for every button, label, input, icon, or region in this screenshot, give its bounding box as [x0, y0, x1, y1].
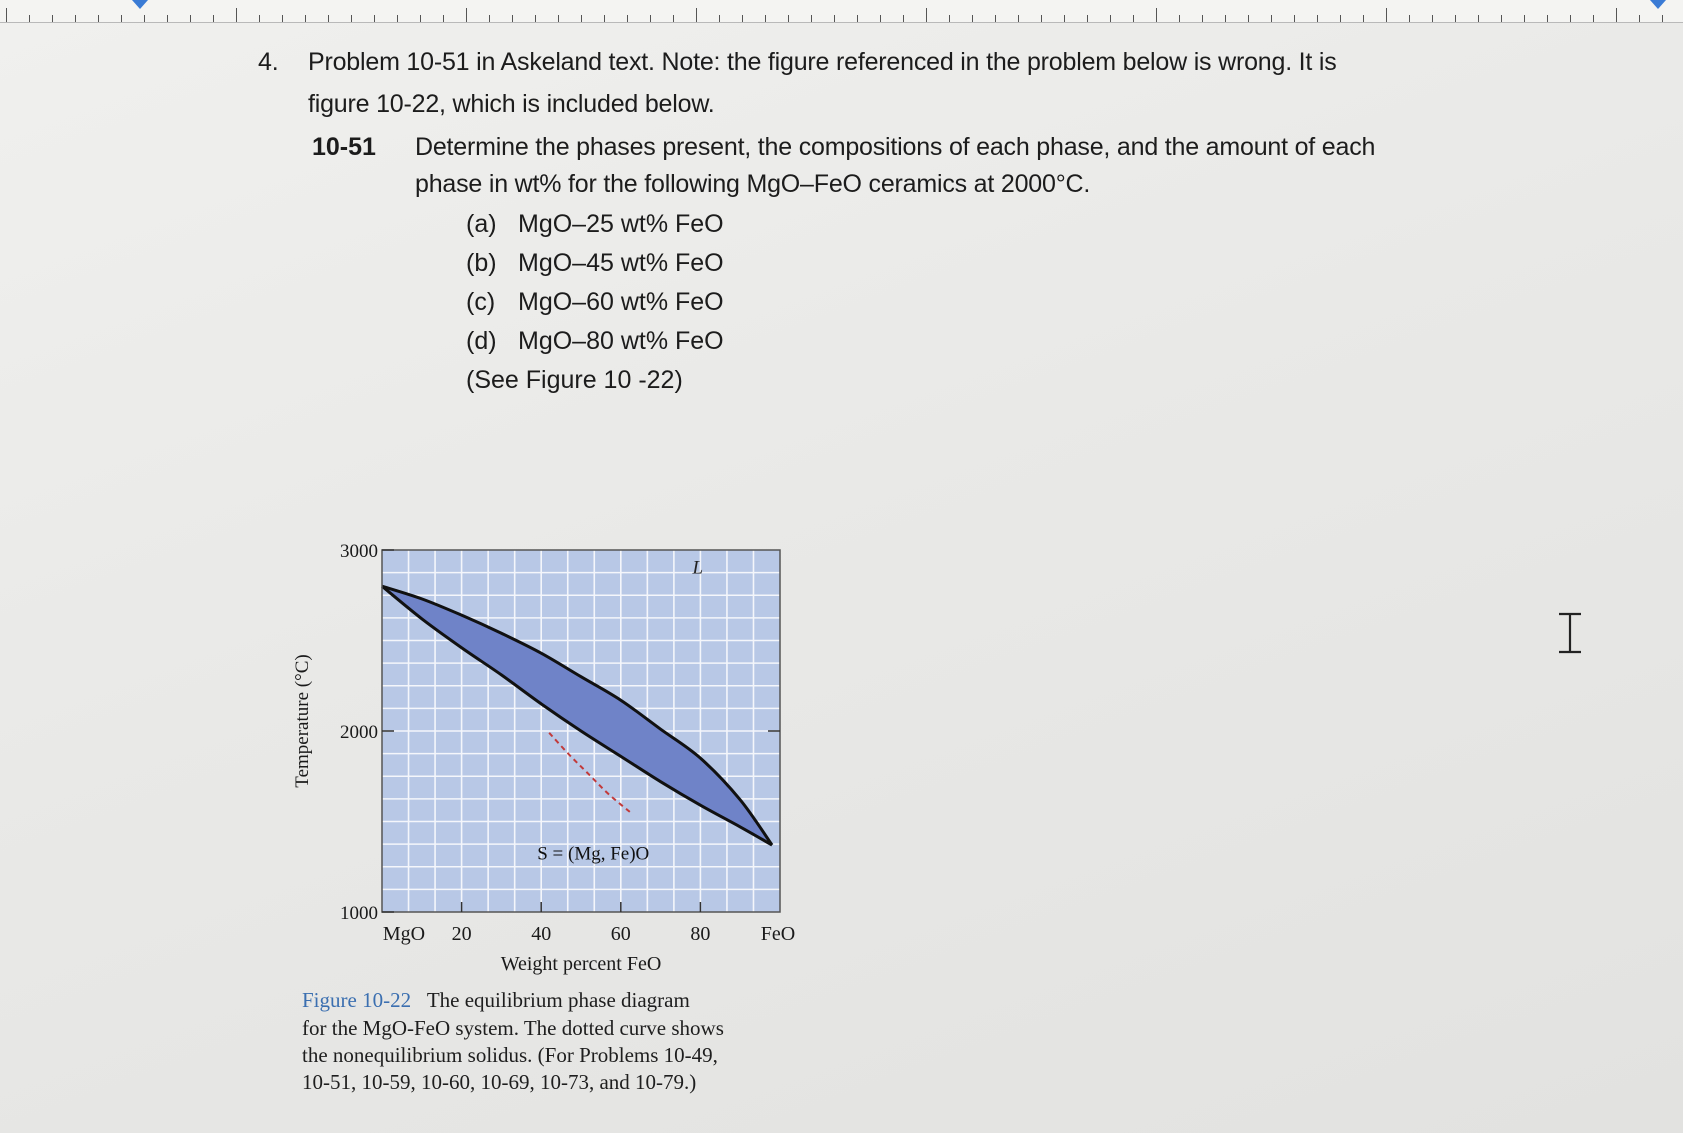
ruler-tick: [1340, 15, 1341, 22]
list-item: [466, 327, 724, 356]
ruler-tick: [742, 15, 743, 22]
ruler-tick: [1524, 15, 1525, 22]
ruler-tick: [443, 15, 444, 22]
figure-caption-line-1: [302, 988, 690, 1013]
ruler-tick: [788, 15, 789, 22]
ruler-tick: [167, 15, 168, 22]
ruler-tick: [1501, 15, 1502, 22]
ruler-tick: [558, 15, 559, 22]
list-item: [466, 249, 724, 278]
ruler-tick: [190, 15, 191, 22]
ruler-tick: [213, 15, 214, 22]
ruler-tick: [397, 15, 398, 22]
liquid-region-label: L: [692, 557, 704, 579]
ruler-right-indent-marker-icon[interactable]: [1650, 0, 1666, 9]
list-item: [466, 210, 724, 239]
ruler-tick: [880, 15, 881, 22]
ruler-tick: [765, 15, 766, 22]
ruler-tick: [1179, 15, 1180, 22]
ruler-tick: [1386, 8, 1387, 22]
ruler-tick: [903, 15, 904, 22]
ruler-tick: [719, 15, 720, 22]
ruler-tick: [351, 15, 352, 22]
ruler-tick: [420, 15, 421, 22]
ruler-tick: [535, 15, 536, 22]
sub-problem-number: 10-51: [312, 133, 376, 161]
ruler-tick: [1570, 15, 1571, 22]
ruler-tick: [259, 15, 260, 22]
ruler-tick: [581, 15, 582, 22]
ruler-tick: [1662, 15, 1663, 22]
solid-region-label: S = (Mg, Fe)O: [537, 843, 650, 865]
ruler-tick: [1639, 15, 1640, 22]
ruler-tick: [1432, 15, 1433, 22]
problem-intro-line-2: figure 10-22, which is included below.: [308, 90, 715, 118]
ruler-tick: [1616, 8, 1617, 22]
x-axis-label: Weight percent FeO: [500, 953, 662, 975]
figure-reference: Figure 10-22: [302, 988, 412, 1012]
ruler-tick: [1156, 8, 1157, 22]
item-text: MgO–60 wt% FeO: [518, 288, 724, 316]
ruler-tick: [1593, 15, 1594, 22]
y-tick-label: 3000: [340, 541, 378, 562]
text-cursor-icon: [1555, 612, 1585, 654]
figure-caption-line-4: 10-51, 10-59, 10-60, 10-69, 10-73, and 10-79.): [302, 1070, 697, 1094]
ruler-tick: [236, 8, 237, 22]
ruler-tick: [1455, 15, 1456, 22]
ruler-indent-marker-icon[interactable]: [132, 0, 148, 9]
ruler-tick: [1547, 15, 1548, 22]
ruler-tick: [144, 15, 145, 22]
ruler-tick: [1248, 15, 1249, 22]
ruler-tick: [1294, 15, 1295, 22]
ruler-tick: [52, 15, 53, 22]
ruler-tick: [1133, 15, 1134, 22]
ruler-tick: [1317, 15, 1318, 22]
ruler-tick: [650, 15, 651, 22]
ruler-tick: [466, 8, 467, 22]
ruler-tick: [627, 15, 628, 22]
ruler-tick: [811, 15, 812, 22]
ruler-tick: [1110, 15, 1111, 22]
ruler-tick: [75, 15, 76, 22]
y-tick-label: 2000: [340, 722, 378, 743]
ruler-tick: [995, 15, 996, 22]
y-tick-label: 1000: [340, 903, 378, 924]
y-axis-label: Temperature (°C): [292, 654, 313, 788]
caption-text: The equilibrium phase diagram: [426, 988, 690, 1012]
problem-intro-line-1: Problem 10-51 in Askeland text. Note: the figure referenced in the problem below is wrong. It is: [308, 48, 1337, 76]
ruler-tick: [512, 15, 513, 22]
x-tick-label: 40: [531, 923, 552, 945]
ruler-tick: [1478, 15, 1479, 22]
ruler-tick: [1041, 15, 1042, 22]
ruler-tick: [857, 15, 858, 22]
ruler-tick: [1225, 15, 1226, 22]
x-tick-label: 80: [690, 923, 711, 945]
item-text: MgO–25 wt% FeO: [518, 210, 724, 238]
ruler-tick: [1087, 15, 1088, 22]
phase-diagram-chart: [290, 535, 810, 975]
ruler-tick: [972, 15, 973, 22]
ruler-tick: [673, 15, 674, 22]
ruler-tick: [1363, 15, 1364, 22]
ruler-tick: [696, 8, 697, 22]
ruler-tick: [1409, 15, 1410, 22]
problem-number: 4.: [258, 48, 279, 76]
ruler-tick: [98, 15, 99, 22]
horizontal-ruler[interactable]: [0, 0, 1683, 23]
x-tick-label: FeO: [760, 923, 796, 945]
ruler-tick: [1018, 15, 1019, 22]
ruler-tick: [489, 15, 490, 22]
item-text: MgO–80 wt% FeO: [518, 327, 724, 355]
x-tick-label: 20: [451, 923, 472, 945]
figure-caption-line-2: for the MgO-FeO system. The dotted curve shows: [302, 1016, 724, 1040]
x-tick-label: MgO: [382, 923, 426, 945]
item-label: (b): [466, 249, 497, 277]
ruler-tick: [1202, 15, 1203, 22]
sub-problem-line-1: Determine the phases present, the compositions of each phase, and the amount of each: [415, 133, 1376, 161]
ruler-tick: [834, 15, 835, 22]
item-label: (c): [466, 288, 496, 316]
sub-problem-line-2: phase in wt% for the following MgO–FeO ceramics at 2000°C.: [415, 170, 1091, 198]
ruler-tick: [374, 15, 375, 22]
ruler-tick: [1271, 15, 1272, 22]
ruler-tick: [926, 8, 927, 22]
figure-caption-line-3: the nonequilibrium solidus. (For Problems 10-49,: [302, 1043, 718, 1067]
list-item: [466, 288, 724, 317]
item-text: MgO–45 wt% FeO: [518, 249, 724, 277]
ruler-tick: [305, 15, 306, 22]
ruler-tick: [121, 15, 122, 22]
ruler-tick: [604, 15, 605, 22]
see-figure-note: (See Figure 10 -22): [466, 366, 683, 394]
ruler-tick: [949, 15, 950, 22]
item-label: (a): [466, 210, 497, 238]
x-tick-label: 60: [610, 923, 631, 945]
ruler-tick: [6, 8, 7, 22]
ruler-tick: [282, 15, 283, 22]
ruler-tick: [328, 15, 329, 22]
ruler-tick: [29, 15, 30, 22]
ruler-tick: [1064, 15, 1065, 22]
item-label: (d): [466, 327, 497, 355]
